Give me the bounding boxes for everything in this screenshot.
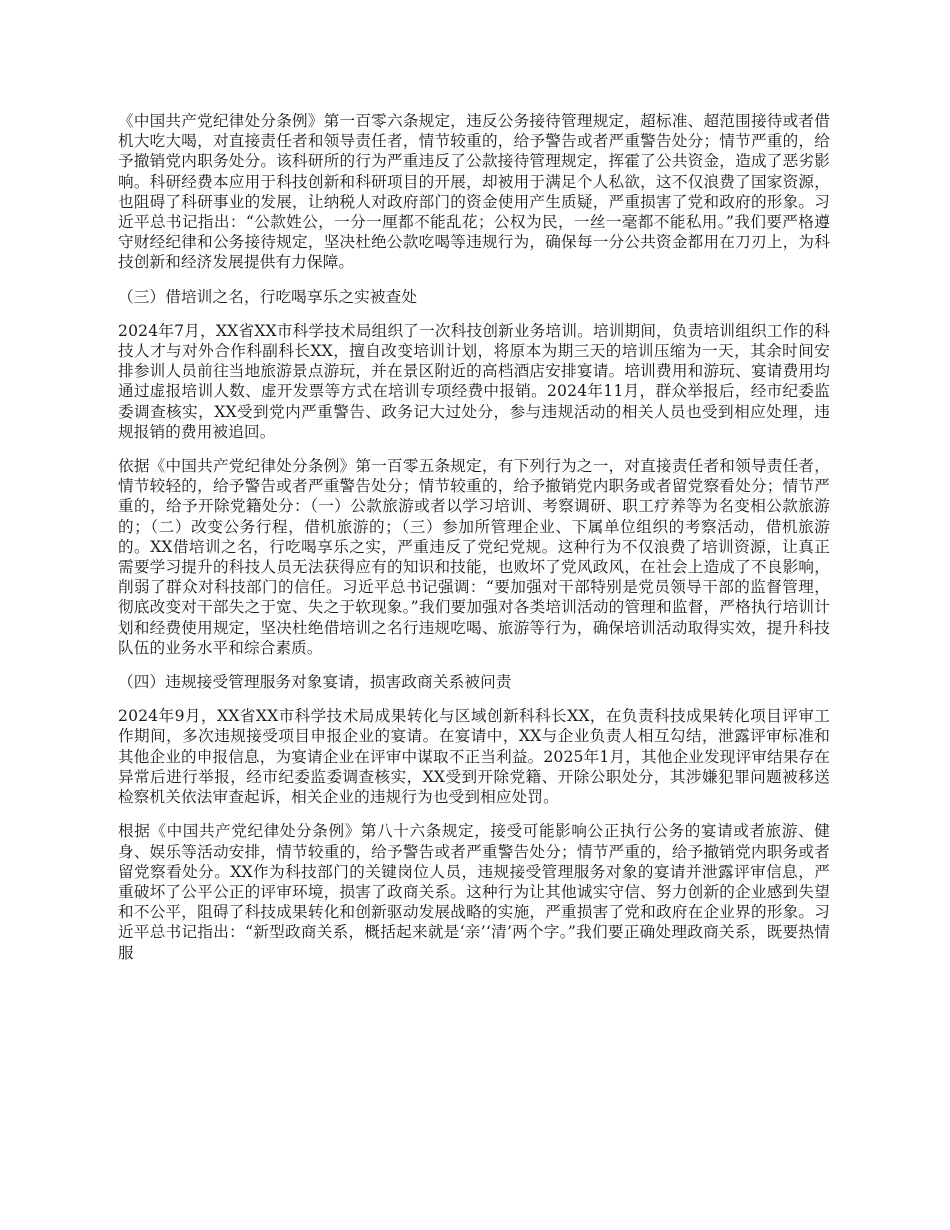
paragraph-training-case: 2024年7月，XX省XX市科学技术局组织了一次科技创新业务培训。培训期间，负责培训组织工作的科技人才与对外合作科副科长XX，擅自改变培训计划，将原本为期三天的培训压缩为一天，其余时间安排参训人员前往当地旅游景点游玩，并在景区附近的高档酒店安排宴请。培训费用和游玩、宴请费用均通过虚报培训人数、虚开发票等方式在培训专项经费中报销。2024年11月，群众举报后，经市纪委监委调查核实，XX受到党内严重警告、政务记大过处分，参与违规活动的相关人员也受到相应处理，违规报销的费用被追回。	[118, 321, 830, 441]
paragraph-discipline-article-106: 《中国共产党纪律处分条例》第一百零六条规定，违反公务接待管理规定，超标准、超范围接待或者借机大吃大喝，对直接责任者和领导责任者，情节较重的，给予警告或者严重警告处分；情节严重的，给予撤销党内职务处分。该科研所的行为严重违反了公款接待管理规定，挥霍了公共资金，造成了恶劣影响。科研经费本应用于科技创新和科研项目的开展，却被用于满足个人私欲，这不仅浪费了国家资源，也阻碍了科研事业的发展，让纳税人对政府部门的资金使用产生质疑，严重损害了党和政府的形象。习近平总书记指出：“公款姓公，一分一厘都不能乱花；公权为民，一丝一毫都不能私用。”我们要严格遵守财经纪律和公务接待规定，坚决杜绝公款吃喝等违规行为，确保每一分公共资金都用在刀刃上，为科技创新和经济发展提供有力保障。	[118, 112, 830, 272]
paragraph-banquet-case: 2024年9月，XX省XX市科学技术局成果转化与区域创新科科长XX，在负责科技成果转化项目评审工作期间，多次违规接受项目申报企业的宴请。在宴请中，XX与企业负责人相互勾结，泄露评审标准和其他企业的申报信息，为宴请企业在评审中谋取不正当利益。2025年1月，其他企业发现评审结果存在异常后进行举报，经市纪委监委调查核实，XX受到开除党籍、开除公职处分，其涉嫌犯罪问题被移送检察机关依法审查起诉，相关企业的违规行为也受到相应处罚。	[118, 707, 830, 807]
paragraph-discipline-article-86: 根据《中国共产党纪律处分条例》第八十六条规定，接受可能影响公正执行公务的宴请或者旅游、健身、娱乐等活动安排，情节较重的，给予警告或者严重警告处分；情节严重的，给予撤销党内职务或者留党察看处分。XX作为科技部门的关键岗位人员，违规接受管理服务对象的宴请并泄露评审信息，严重破坏了公平公正的评审环境，损害了政商关系。这种行为让其他诚实守信、努力创新的企业感到失望和不公平，阻碍了科技成果转化和创新驱动发展战略的实施，严重损害了党和政府在企业界的形象。习近平总书记指出：“新型政商关系，概括起来就是‘亲’‘清’两个字。”我们要正确处理政商关系，既要热情服	[118, 822, 830, 962]
paragraph-discipline-article-105: 依据《中国共产党纪律处分条例》第一百零五条规定，有下列行为之一，对直接责任者和领导责任者，情节较轻的，给予警告或者严重警告处分；情节较重的，给予撤销党内职务或者留党察看处分；情节严重的，给予开除党籍处分：（一）公款旅游或者以学习培训、考察调研、职工疗养等为名变相公款旅游的；（二）改变公务行程，借机旅游的；（三）参加所管理企业、下属单位组织的考察活动，借机旅游的。XX借培训之名，行吃喝享乐之实，严重违反了党纪党规。这种行为不仅浪费了培训资源，让真正需要学习提升的科技人员无法获得应有的知识和技能，也败坏了党风政风，在社会上造成了不良影响，削弱了群众对科技部门的信任。习近平总书记强调：“要加强对干部特别是党员领导干部的监督管理，彻底改变对干部失之于宽、失之于软现象。”我们要加强对各类培训活动的管理和监督，严格执行培训计划和经费使用规定，坚决杜绝借培训之名行违规吃喝、旅游等行为，确保培训活动取得实效，提升科技队伍的业务水平和综合素质。	[118, 457, 830, 657]
section-heading-3: （三）借培训之名，行吃喝享乐之实被查处	[118, 287, 418, 306]
section-heading-4: （四）违规接受管理服务对象宴请，损害政商关系被问责	[118, 673, 512, 692]
